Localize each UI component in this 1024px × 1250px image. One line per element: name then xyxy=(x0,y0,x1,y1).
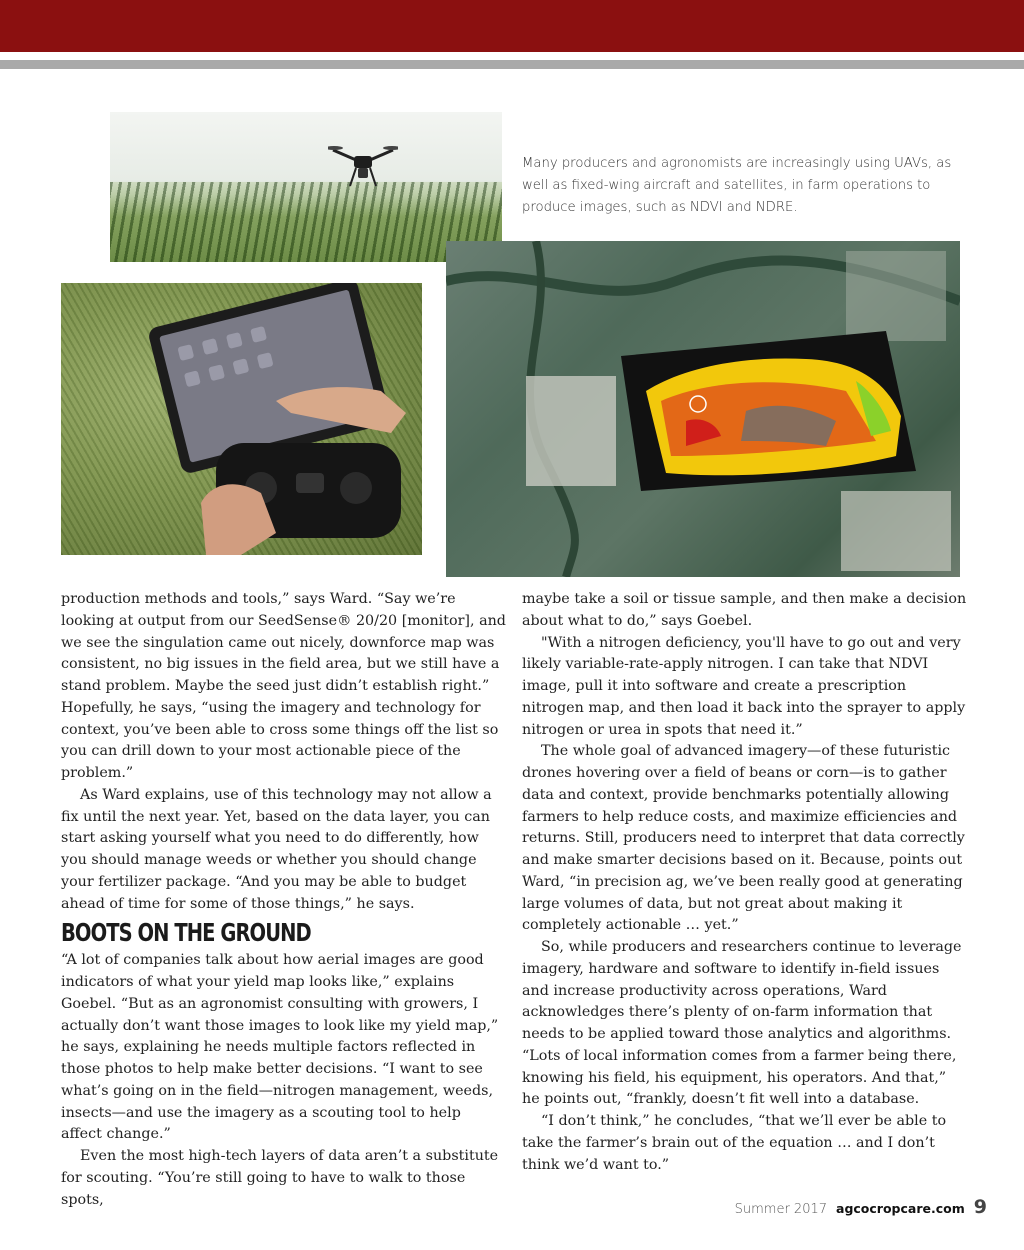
issue-season: Summer 2017 xyxy=(734,1202,828,1217)
article-paragraph: So, while producers and researchers continue to leverage imagery, hardware and software to identify in-field issues and increase productivity across operations, Ward acknowledges there’s plenty of on-farm information that needs to be applied toward those analytics and algorithms. “Lots of local information comes from a farmer being there, knowing his field, his equipment, his operators. And that,” he points out, “frankly, doesn’t fit well into a database. xyxy=(522,939,962,1108)
page-footer xyxy=(735,1196,987,1218)
website-link[interactable]: agcocropcare.com xyxy=(836,1201,965,1216)
header-color-band xyxy=(0,0,1024,52)
article-paragraph: “I don’t think,” he concludes, “that we’ll ever be able to take the farmer’s brain out of the equation … and I don’t think we’d want to.” xyxy=(522,1113,947,1173)
page-number: 9 xyxy=(973,1196,987,1218)
article-paragraph: “A lot of companies talk about how aerial images are good indicators of what your yield map looks like,” explains Goebel. “But as an agronomist consulting with growers, I actually don’t want those images to look like my yield map,” he says, explaining he needs multiple factors reflected in those photos to help make better decisions. “I want to see what’s going on in the field—nitrogen management, weeds, insects—and use the imagery as a scouting tool to help affect change.” xyxy=(61,952,499,1143)
article-paragraph: "With a nitrogen deficiency, you'll have to go out and very likely variable-rate-apply nitrogen. I can take that NDVI image, pull it into software and create a prescription nitrogen map, and then load it back into the sprayer to apply nitrogen or urea in spots that need it.” xyxy=(522,634,966,738)
article-column-left xyxy=(61,589,506,1211)
article-paragraph: Even the most high-tech layers of data aren’t a substitute for scouting. “You’re still going to have to walk to those spots, xyxy=(61,1148,499,1208)
article-paragraph: The whole goal of advanced imagery—of these futuristic drones hovering over a field of beans or corn—is to gather data and context, provide benchmarks potentially allowing farmers to help reduce costs, and maximize efficiencies and returns. Still, producers need to interpret that data correctly and make smarter decisions based on it. Because, points out Ward, “in precision ag, we’ve been really good at generating large volumes of data, but not great about making it completely actionable … yet.” xyxy=(522,743,965,934)
header-rule xyxy=(0,60,1024,69)
drone-icon xyxy=(328,142,398,192)
article-column-right xyxy=(522,589,967,1176)
article-paragraph: As Ward explains, use of this technology may not allow a fix until the next year. Yet, based on the data layer, you can start asking yourself what you need to do differently, how you should manage weeds or whether you should change your fertilizer package. “And you may be able to budget ahead of time for some of those things,” he says. xyxy=(61,786,492,912)
tablet-controller-illustration xyxy=(61,283,422,555)
section-heading: BOOTS ON THE GROUND xyxy=(61,918,311,948)
drone-field-photo xyxy=(110,112,502,262)
photo-caption: Many producers and agronomists are increasingly using UAVs, as well as fixed-wing aircraft and satellites, in farm operations to produce images, such as NDVI and NDRE. xyxy=(522,156,952,215)
article-paragraph: maybe take a soil or tissue sample, and then make a decision about what to do,” says Goebel. xyxy=(522,591,967,629)
ndvi-satellite-photo xyxy=(446,241,960,577)
ndvi-map-illustration xyxy=(446,241,960,577)
article-paragraph: production methods and tools,” says Ward. “Say we’re looking at output from our SeedSense® 20/20 [monitor], and we see the singulation came out nicely, downforce map was consistent, no big issues in the field area, but we still have a stand problem. Maybe the seed just didn’t establish right.” Hopefully, he says, “using the imagery and technology for context, you’ve been able to cross some things off the list so you can drill down to your most actionable piece of the problem.” xyxy=(61,591,506,781)
tablet-controller-photo xyxy=(61,283,422,555)
